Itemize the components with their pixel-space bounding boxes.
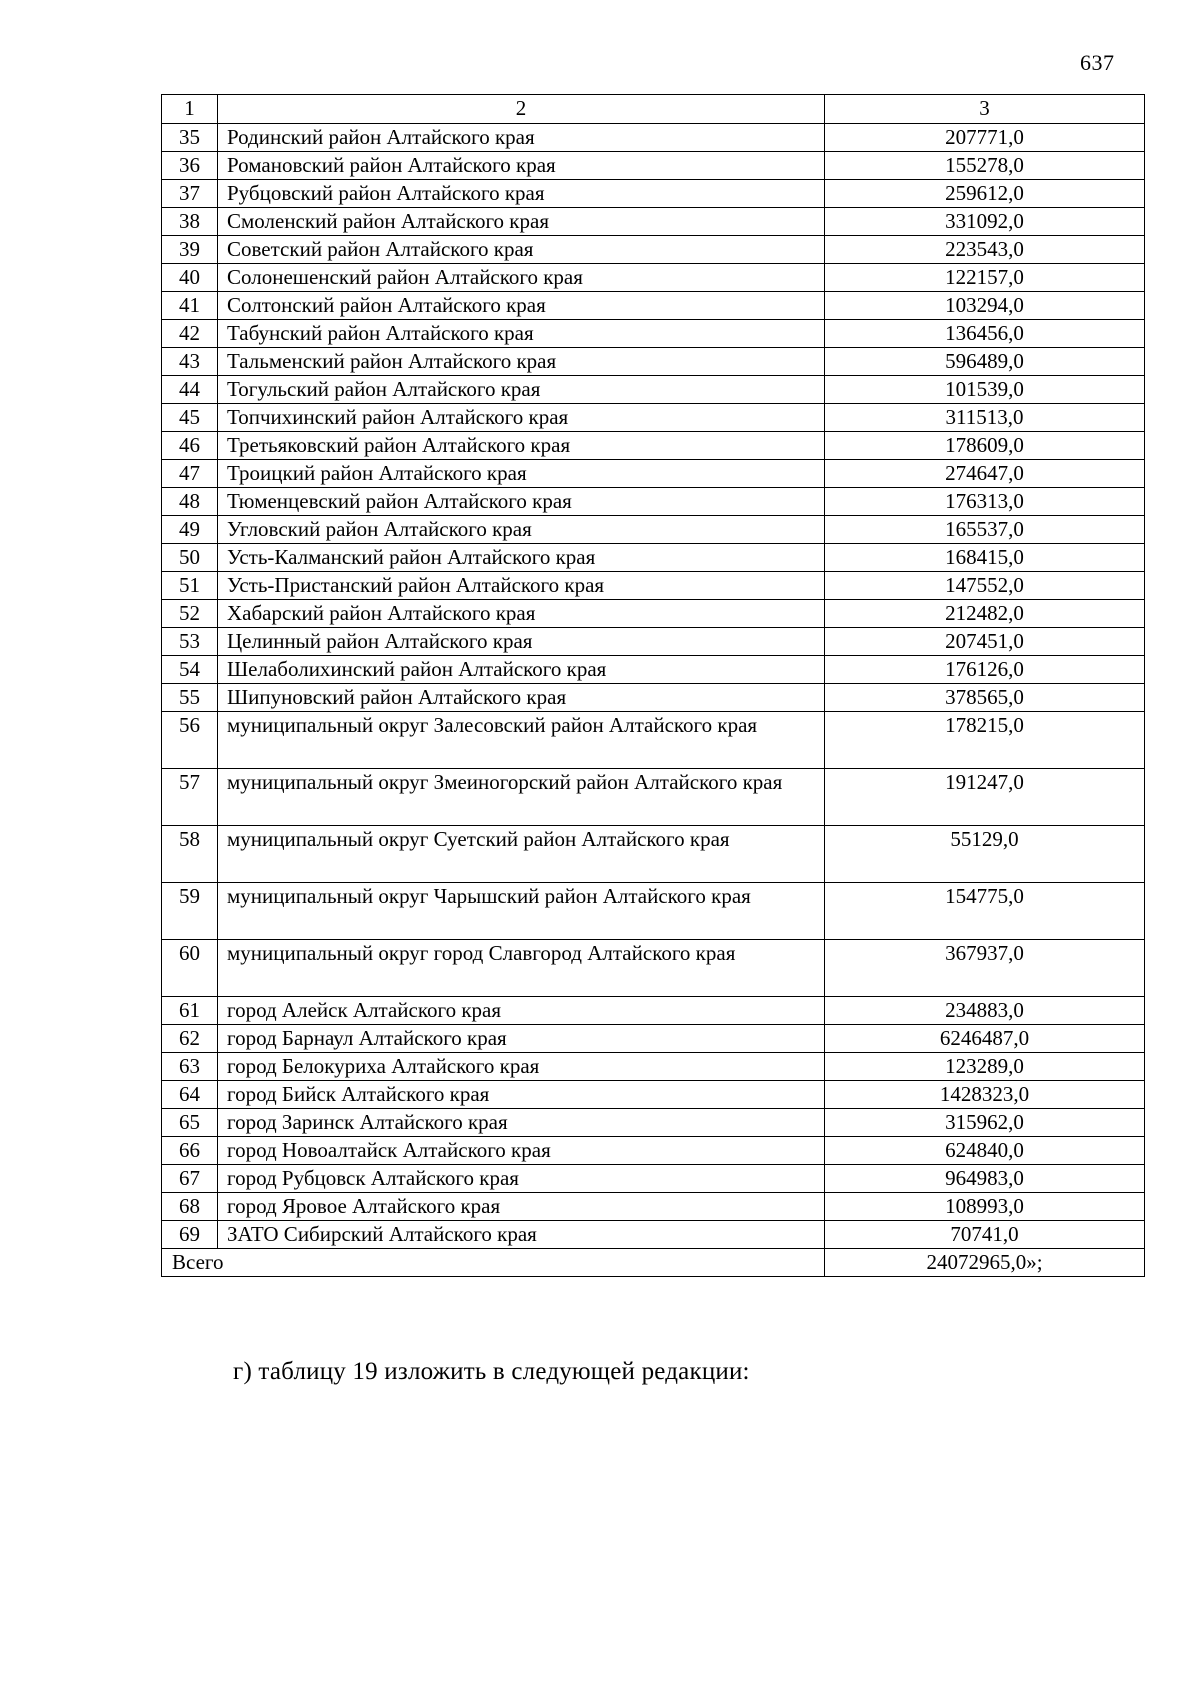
row-number: 48 (162, 488, 218, 516)
municipality-name: муниципальный округ Суетский район Алтайского края (218, 826, 825, 883)
table-row (162, 572, 1145, 600)
municipality-name: Смоленский район Алтайского края (218, 208, 825, 236)
row-number: 38 (162, 208, 218, 236)
municipality-name: Солонешенский район Алтайского края (218, 264, 825, 292)
table-row (162, 488, 1145, 516)
amount-value: 168415,0 (825, 544, 1145, 572)
table-row (162, 404, 1145, 432)
row-number: 59 (162, 883, 218, 940)
municipality-name: Шелаболихинский район Алтайского края (218, 656, 825, 684)
row-number: 69 (162, 1221, 218, 1249)
row-number: 43 (162, 348, 218, 376)
municipality-name: муниципальный округ Змеиногорский район Алтайского края (218, 769, 825, 826)
municipality-name: Третьяковский район Алтайского края (218, 432, 825, 460)
amount-value: 259612,0 (825, 180, 1145, 208)
amount-value: 207451,0 (825, 628, 1145, 656)
amount-value: 155278,0 (825, 152, 1145, 180)
amount-value: 274647,0 (825, 460, 1145, 488)
municipality-name: город Алейск Алтайского края (218, 997, 825, 1025)
total-value: 24072965,0»; (825, 1249, 1145, 1277)
amount-value: 207771,0 (825, 124, 1145, 152)
row-number: 47 (162, 460, 218, 488)
municipality-name: Целинный район Алтайского края (218, 628, 825, 656)
row-number: 36 (162, 152, 218, 180)
table-row (162, 1221, 1145, 1249)
row-number: 40 (162, 264, 218, 292)
amount-value: 367937,0 (825, 940, 1145, 997)
table-row (162, 1053, 1145, 1081)
table-row (162, 600, 1145, 628)
row-number: 55 (162, 684, 218, 712)
amount-value: 176126,0 (825, 656, 1145, 684)
municipality-name: город Заринск Алтайского края (218, 1109, 825, 1137)
table-row (162, 997, 1145, 1025)
table-row (162, 516, 1145, 544)
amount-value: 165537,0 (825, 516, 1145, 544)
amount-value: 223543,0 (825, 236, 1145, 264)
row-number: 42 (162, 320, 218, 348)
amount-value: 103294,0 (825, 292, 1145, 320)
row-number: 66 (162, 1137, 218, 1165)
amount-value: 624840,0 (825, 1137, 1145, 1165)
row-number: 46 (162, 432, 218, 460)
amount-value: 378565,0 (825, 684, 1145, 712)
municipality-name: Усть-Пристанский район Алтайского края (218, 572, 825, 600)
municipality-name: Троицкий район Алтайского края (218, 460, 825, 488)
header-col-3: 3 (825, 95, 1145, 124)
municipality-name: Тальменский район Алтайского края (218, 348, 825, 376)
table-row (162, 1165, 1145, 1193)
table-row (162, 264, 1145, 292)
amount-value: 331092,0 (825, 208, 1145, 236)
row-number: 44 (162, 376, 218, 404)
amount-value: 136456,0 (825, 320, 1145, 348)
table-row (162, 544, 1145, 572)
row-number: 61 (162, 997, 218, 1025)
municipality-name: Тогульский район Алтайского края (218, 376, 825, 404)
municipality-name: ЗАТО Сибирский Алтайского края (218, 1221, 825, 1249)
table-row (162, 1025, 1145, 1053)
amount-value: 191247,0 (825, 769, 1145, 826)
table-row (162, 1109, 1145, 1137)
amount-value: 70741,0 (825, 1221, 1145, 1249)
table-row (162, 656, 1145, 684)
header-col-2: 2 (218, 95, 825, 124)
table-row (162, 236, 1145, 264)
row-number: 52 (162, 600, 218, 628)
municipality-name: Табунский район Алтайского края (218, 320, 825, 348)
municipality-name: Усть-Калманский район Алтайского края (218, 544, 825, 572)
amount-value: 1428323,0 (825, 1081, 1145, 1109)
table-row (162, 712, 1145, 769)
row-number: 51 (162, 572, 218, 600)
table-row (162, 292, 1145, 320)
amount-value: 122157,0 (825, 264, 1145, 292)
row-number: 39 (162, 236, 218, 264)
amount-value: 311513,0 (825, 404, 1145, 432)
amount-value: 154775,0 (825, 883, 1145, 940)
table-row (162, 883, 1145, 940)
row-number: 58 (162, 826, 218, 883)
municipality-name: город Яровое Алтайского края (218, 1193, 825, 1221)
row-number: 37 (162, 180, 218, 208)
amount-value: 123289,0 (825, 1053, 1145, 1081)
amount-value: 176313,0 (825, 488, 1145, 516)
amount-value: 178609,0 (825, 432, 1145, 460)
total-label: Всего (162, 1249, 825, 1277)
row-number: 64 (162, 1081, 218, 1109)
municipality-name: Родинский район Алтайского края (218, 124, 825, 152)
table-row (162, 684, 1145, 712)
row-number: 41 (162, 292, 218, 320)
municipality-name: Солтонский район Алтайского края (218, 292, 825, 320)
amount-value: 108993,0 (825, 1193, 1145, 1221)
table-row (162, 826, 1145, 883)
municipality-name: город Барнаул Алтайского края (218, 1025, 825, 1053)
row-number: 49 (162, 516, 218, 544)
table-header-row (162, 95, 1145, 124)
table-row (162, 348, 1145, 376)
municipality-name: муниципальный округ город Славгород Алтайского края (218, 940, 825, 997)
municipality-name: город Новоалтайск Алтайского края (218, 1137, 825, 1165)
municipality-name: город Бийск Алтайского края (218, 1081, 825, 1109)
municipality-name: муниципальный округ Чарышский район Алтайского края (218, 883, 825, 940)
amount-value: 596489,0 (825, 348, 1145, 376)
amount-value: 212482,0 (825, 600, 1145, 628)
header-col-1: 1 (162, 95, 218, 124)
table-row (162, 628, 1145, 656)
municipality-name: Романовский район Алтайского края (218, 152, 825, 180)
row-number: 62 (162, 1025, 218, 1053)
amount-value: 55129,0 (825, 826, 1145, 883)
amount-value: 234883,0 (825, 997, 1145, 1025)
table-row (162, 208, 1145, 236)
table-body (162, 95, 1145, 1277)
municipality-name: город Белокуриха Алтайского края (218, 1053, 825, 1081)
row-number: 65 (162, 1109, 218, 1137)
instruction-text: г) таблицу 19 изложить в следующей редакции: (233, 1358, 750, 1385)
municipality-name: Угловский район Алтайского края (218, 516, 825, 544)
row-number: 54 (162, 656, 218, 684)
table-row (162, 769, 1145, 826)
table-row (162, 940, 1145, 997)
municipality-name: Топчихинский район Алтайского края (218, 404, 825, 432)
table-row (162, 124, 1145, 152)
amount-value: 101539,0 (825, 376, 1145, 404)
table-row (162, 460, 1145, 488)
municipality-name: Шипуновский район Алтайского края (218, 684, 825, 712)
table-row (162, 1193, 1145, 1221)
row-number: 35 (162, 124, 218, 152)
amount-value: 178215,0 (825, 712, 1145, 769)
amount-value: 964983,0 (825, 1165, 1145, 1193)
row-number: 63 (162, 1053, 218, 1081)
municipality-name: Рубцовский район Алтайского края (218, 180, 825, 208)
municipality-name: муниципальный округ Залесовский район Алтайского края (218, 712, 825, 769)
row-number: 45 (162, 404, 218, 432)
table-row (162, 320, 1145, 348)
municipality-name: Хабарский район Алтайского края (218, 600, 825, 628)
table-row (162, 152, 1145, 180)
row-number: 68 (162, 1193, 218, 1221)
table-row (162, 432, 1145, 460)
table-row (162, 180, 1145, 208)
municipality-name: Советский район Алтайского края (218, 236, 825, 264)
amount-value: 315962,0 (825, 1109, 1145, 1137)
total-row (162, 1249, 1145, 1277)
budget-table (161, 94, 1145, 1277)
row-number: 60 (162, 940, 218, 997)
row-number: 50 (162, 544, 218, 572)
amount-value: 147552,0 (825, 572, 1145, 600)
municipality-name: город Рубцовск Алтайского края (218, 1165, 825, 1193)
table-row (162, 376, 1145, 404)
table-row (162, 1081, 1145, 1109)
budget-table-container (161, 94, 1144, 1277)
row-number: 67 (162, 1165, 218, 1193)
row-number: 56 (162, 712, 218, 769)
municipality-name: Тюменцевский район Алтайского края (218, 488, 825, 516)
table-row (162, 1137, 1145, 1165)
row-number: 53 (162, 628, 218, 656)
page-number: 637 (1080, 50, 1115, 75)
row-number: 57 (162, 769, 218, 826)
amount-value: 6246487,0 (825, 1025, 1145, 1053)
